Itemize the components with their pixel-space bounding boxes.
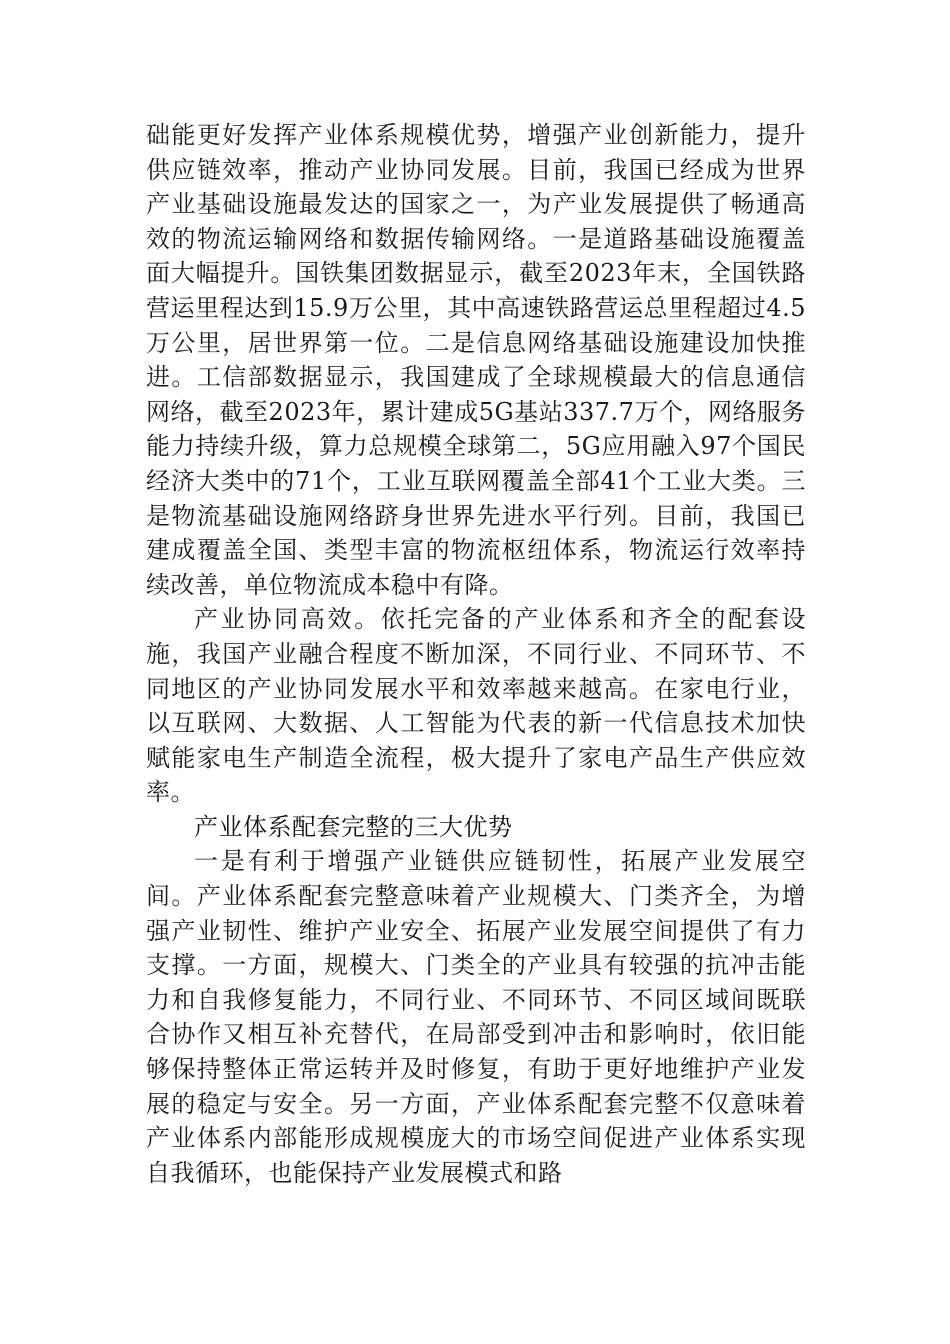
document-body bbox=[146, 118, 806, 1190]
paragraph-resilience: 一是有利于增强产业链供应链韧性，拓展产业发展空间。产业体系配套完整意味着产业规模大、门类齐全，为增强产业韧性、维护产业安全、拓展产业发展空间提供了有力支撑。一方面，规模大、门类全的产业具有较强的抗冲击能力和自我修复能力，不同行业、不同环节、不同区域间既联合协作又相互补充替代，在局部受到冲击和影响时，依旧能够保持整体正常运转并及时修复，有助于更好地维护产业发展的稳定与安全。另一方面，产业体系配套完整不仅意味着产业体系内部能形成规模庞大的市场空间促进产业体系实现自我循环，也能保持产业发展模式和路 bbox=[146, 847, 806, 1187]
paragraph-industry-coordination: 产业协同高效。依托完备的产业体系和齐全的配套设施，我国产业融合程度不断加深，不同行业、不同环节、不同地区的产业协同发展水平和效率越来越高。在家电行业，以互联网、大数据、人工智能为代表的新一代信息技术加快赋能家电生产制造全流程，极大提升了家电产品生产供应效率。 bbox=[146, 605, 806, 807]
section-heading: 产业体系配套完整的三大优势 bbox=[194, 812, 513, 841]
paragraph-infrastructure: 础能更好发挥产业体系规模优势，增强产业创新能力，提升供应链效率，推动产业协同发展。目前，我国已经成为世界产业基础设施最发达的国家之一，为产业发展提供了畅通高效的物流运输网络和数据传输网络。一是道路基础设施覆盖面大幅提升。国铁集团数据显示，截至2023年末，全国铁路营运里程达到15.9万公里，其中高速铁路营运总里程超过4.5万公里，居世界第一位。二是信息网络基础设施建设加快推进。工信部数据显示，我国建成了全球规模最大的信息通信网络，截至2023年，累计建成5G基站337.7万个，网络服务能力持续升级，算力总规模全球第二，5G应用融入97个国民经济大类中的71个，工业互联网覆盖全部41个工业大类。三是物流基础设施网络跻身世界先进水平行列。目前，我国已建成覆盖全国、类型丰富的物流枢纽体系，物流运行效率持续改善，单位物流成本稳中有降。 bbox=[146, 121, 806, 599]
